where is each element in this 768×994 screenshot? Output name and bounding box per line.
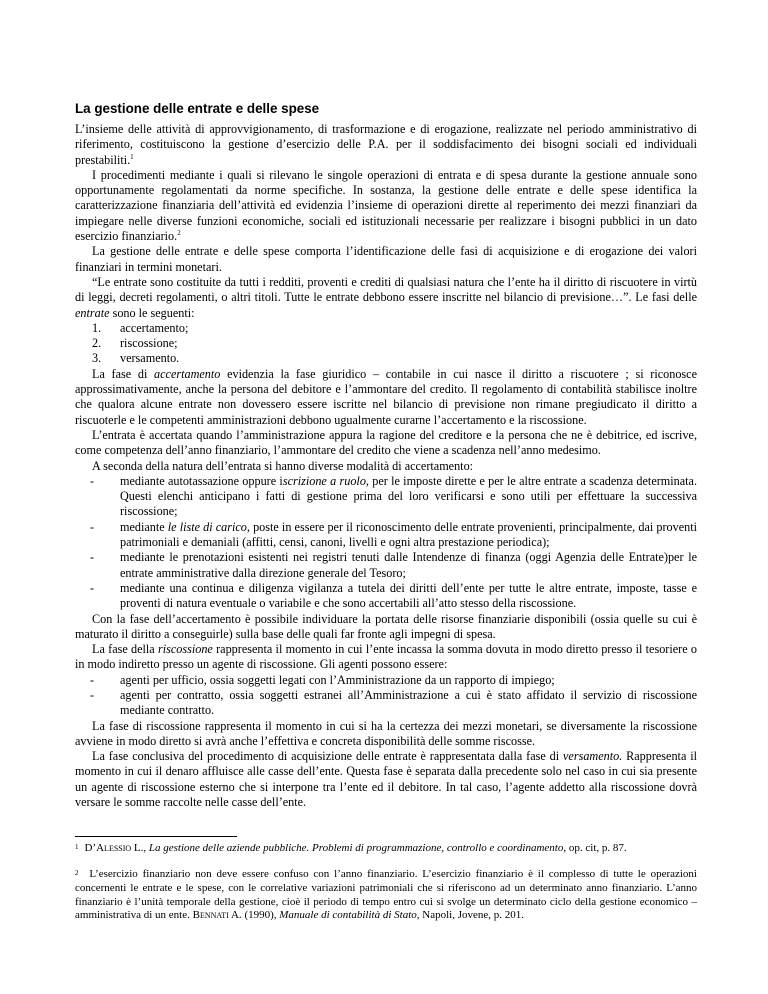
emphasis-liste-carico: le liste di carico <box>167 519 247 534</box>
list-dash: - <box>90 473 95 488</box>
list-item-text: , poste in essere per il riconoscimento delle entrate provenienti, principalmente, dai proventi patrimoniali e demaniali (affitti, censi, canoni, livelli e ogni altra prestazione periodica); <box>120 519 697 550</box>
footnote-book-title: Manuale di contabilità di Stato <box>279 909 417 922</box>
paragraph-text: evidenzia la fase giuridico – contabile in cui nasce il diritto a riscuotere ; si riconosce approssimativamente, anche la persona del debitore e l’ammontare del credito. Il regolamento di contabilità stabilisce inoltre che qualora alcune entrate non dovessero essere iscritte nel bilancio di previsione non rimane pregiudicato il diritto a riscuoterle e le competenti amministrazioni debbono ugualmente curarne l’accertamento e la riscossione. <box>75 366 697 427</box>
list-item-phase-1 <box>75 321 697 336</box>
list-dash: - <box>90 550 95 565</box>
list-item-text: agenti per ufficio, ossia soggetti legati con l’Amministrazione da un rapporto di impiego; <box>120 672 555 687</box>
list-item-agenti-ufficio <box>75 673 697 688</box>
paragraph-accertamento <box>75 367 697 428</box>
footnote-1 <box>75 842 697 856</box>
list-item-vigilanza <box>75 581 697 612</box>
paragraph-text: rappresenta il momento in cui l’ente incassa la somma dovuta in modo diretto presso il tesoriere o in modo indiretto presso un agente di riscossione. Gli agenti possono essere: <box>75 642 697 672</box>
footnote-text: , op. cit, p. 87. <box>563 842 627 854</box>
list-item-prenotazioni <box>75 550 697 581</box>
list-item-text: per le imposte dirette e per le altre entrate a scadenza determinata. Questi elenchi anticipano i fatti di gestione prima del loro verificarsi e sono utili per effettuare la successiva riscossione; <box>120 473 698 519</box>
footnote-ref-1[interactable]: 1 <box>130 152 134 161</box>
list-number: 1. <box>92 320 102 335</box>
paragraph-text: Rappresenta il momento in cui il denaro affluisce alle casse dell’ente. Questa fase è separata dalla precedente solo nel caso in cui sia presente un agente di riscossione esterno che si interpone tra l’ente ed il debitore. In tal caso, l’agente addetto alla riscossione dovrà versare le somme raccolte nelle casse dell’ente. <box>75 749 697 810</box>
footnote-ref-2[interactable]: 2 <box>177 229 181 238</box>
footnote-separator <box>75 836 237 837</box>
paragraph-riscossione <box>75 642 697 673</box>
paragraph-risorse: Con la fase dell’accertamento è possibile individuare la portata delle risorse finanziarie disponibili (ossia quelle su cui è maturato il diritto a conseguirle) sulla base delle quali far fronte agli impegni di spesa. <box>75 611 697 641</box>
list-item-text: mediante le prenotazioni esistenti nei registri tenuti dalle Intendenze di finanza (oggi Agenzia delle Entrate)per le entrate amministrative dalla direzione generale del Tesoro; <box>120 550 697 580</box>
list-dash: - <box>90 672 95 687</box>
list-item-agenti-contratto <box>75 688 697 719</box>
paragraph-text: La fase di <box>92 366 155 381</box>
list-dash: - <box>90 519 95 534</box>
list-item-text: versamento. <box>120 351 180 366</box>
paragraph-text: La fase della <box>92 642 158 657</box>
paragraph-entrate-definition <box>75 275 697 321</box>
list-item-text: mediante autotassazione oppure i <box>120 473 283 488</box>
paragraph-text: I procedimenti mediante i quali si rilevano le singole operazioni di entrata e di spesa durante la gestione annuale sono opportunamente regolamentati da norme specifiche. In sostanza, la gestione delle entrate e delle spese identifica la caratterizzazione finanziaria dell’attività ed evidenzia l’insieme di operazioni dirette al reperimento dei mezzi finanziari da impiegare nelle diverse funzioni economiche, sociali ed istituzionali necessarie per realizzare i bisogni pubblici in un dato esercizio finanziario. <box>75 167 697 244</box>
footnote-2 <box>75 868 697 923</box>
paragraph-phases-intro: La gestione delle entrate e delle spese comporta l’identificazione delle fasi di acquisizione e di erogazione dei valori finanziari in termini monetari. <box>75 244 697 274</box>
paragraph-entrata-accertata: L’entrata è accertata quando l’amministrazione appura la ragione del creditore e la persona che ne è debitrice, ed iscrive, come competenza dell’anno finanziario, l’ammontare del credito che viene a scadenza nell’anno medesimo. <box>75 427 697 458</box>
list-item-liste-carico <box>75 520 697 551</box>
list-item-phase-3 <box>75 351 697 366</box>
emphasis-entrate: entrate <box>75 305 110 320</box>
list-number: 3. <box>92 351 102 366</box>
list-dash: - <box>90 687 95 702</box>
list-dash: - <box>90 580 95 595</box>
footnote-author: Bennati A. <box>192 909 242 922</box>
emphasis-versamento: versamento. <box>563 749 623 764</box>
paragraph-procedures <box>75 168 697 244</box>
emphasis-riscossione: riscossione <box>158 642 213 657</box>
list-item-autotassazione <box>75 474 697 520</box>
footnote-text: , Napoli, Jovene, p. 201. <box>416 909 524 922</box>
paragraph-modalita: A seconda della natura dell’entrata si hanno diverse modalità di accertamento: <box>92 458 474 473</box>
footnote-book-title: La gestione delle aziende pubbliche. Problemi di programmazione, controllo e coordinamento <box>148 842 564 854</box>
list-item-text: accertamento; <box>120 320 189 335</box>
list-item-text: agenti per contratto, ossia soggetti estranei all’Amministrazione a cui è stato affidato il servizio di riscossione mediante contratto. <box>120 687 697 718</box>
footnote-author: D’Alessio L. <box>84 842 144 854</box>
paragraph-text: La fase conclusiva del procedimento di acquisizione delle entrate è rappresentata dalla fase di <box>92 749 564 764</box>
list-item-text: mediante una continua e diligenza vigilanza a tutela dei diritti dell’ente per tutte le altre entrate, imposte, tasse e proventi di natura eventuale o variabile e che sono accertabili all’atto stesso della riscossione. <box>120 580 697 611</box>
paragraph-intro <box>75 122 697 168</box>
paragraph-text: “Le entrate sono costituite da tutti i redditi, proventi e crediti di qualsiasi natura che l’ente ha il diritto di riscuotere in virtù di leggi, decreti regolamenti, o altri titoli. Tutte le entrate debbono essere inscritte nel bilancio di previsione…”. Le fasi delle <box>75 274 697 305</box>
footnote-number: 1 <box>75 843 79 851</box>
paragraph-certezza: La fase di riscossione rappresenta il momento in cui si ha la certezza dei mezzi monetari, se diversamente la riscossione avviene in modo diretto si avrà anche l’effettiva e concreta disponibilità delle somme riscosse. <box>75 718 697 748</box>
emphasis-ruolo: scrizione a ruolo, <box>282 473 369 488</box>
list-item-text: riscossione; <box>120 336 178 351</box>
paragraph-text: L’insieme delle attività di approvvigionamento, di trasformazione e di erogazione, realizzate nel periodo amministrativo di riferimento, costituiscono la gestione d’esercizio delle P.A. per il soddisfacimento dei bisogni sociali ed individuali prestabiliti. <box>75 122 697 167</box>
list-item-text: mediante <box>120 519 168 534</box>
list-item-phase-2 <box>75 336 697 351</box>
section-title: La gestione delle entrate e delle spese <box>75 101 320 116</box>
footnote-text: L’esercizio finanziario non deve essere confuso con l’anno finanziario. L’esercizio finanziario è il complesso di tutte le operazioni concernenti le entrate e le spese, con le correlative variazioni patrimoniali che si riferiscono ad un determinato anno finanziario. L’anno finanziario è l’unità temporale della gestione, cioè il periodo di tempo entro cui si svolge un determinato ciclo della gestione economico – amministrativa di un ente. <box>75 868 697 922</box>
footnote-text: (1990), <box>241 909 280 922</box>
document-body <box>75 122 697 810</box>
list-number: 2. <box>92 336 102 351</box>
footnote-number: 2 <box>75 869 79 877</box>
paragraph-text: sono le seguenti: <box>109 305 195 320</box>
footnote-text: , <box>143 842 149 854</box>
paragraph-versamento <box>75 749 697 810</box>
emphasis-accertamento: accertamento <box>154 366 221 381</box>
